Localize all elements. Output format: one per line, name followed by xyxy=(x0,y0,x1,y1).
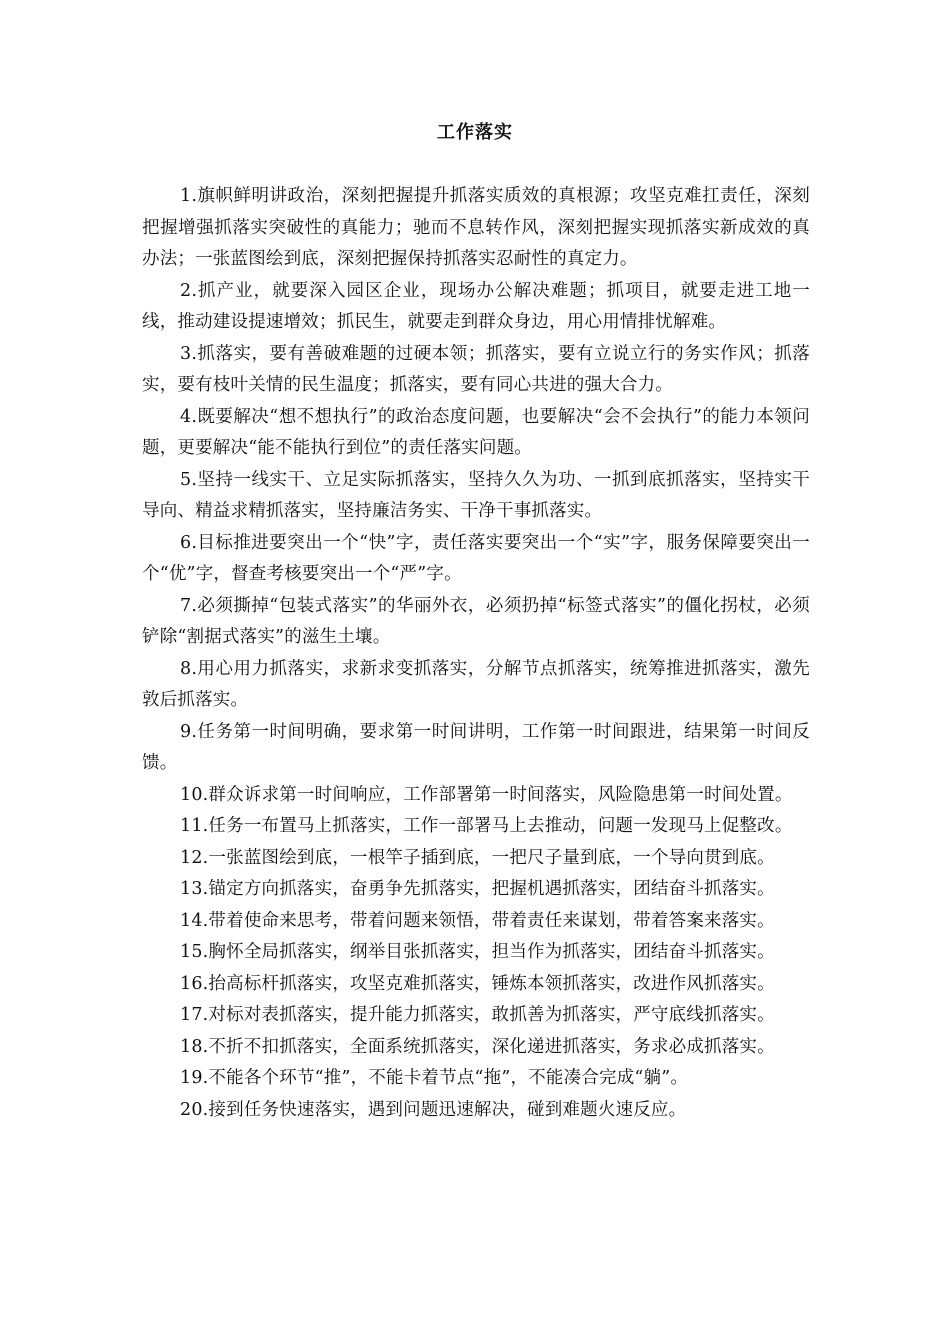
paragraph-3: 3.抓落实，要有善破难题的过硬本领；抓落实，要有立说立行的务实作风；抓落实，要有枝叶关情的民生温度；抓落实，要有同心共进的强大合力。 xyxy=(142,343,810,395)
paragraph-17: 17.对标对表抓落实，提升能力抓落实，敢抓善为抓落实，严守底线抓落实。 xyxy=(180,1005,775,1025)
paragraph-4: 4.既要解决“想不想执行”的政治态度问题，也要解决“会不会执行”的能力本领问题，更要解决“能不能执行到位”的责任落实问题。 xyxy=(142,406,810,458)
paragraph-14: 14.带着使命来思考，带着问题来领悟，带着责任来谋划，带着答案来落实。 xyxy=(180,910,775,931)
paragraph-7: 7.必须撕掉“包装式落实”的华丽外衣，必须扔掉“标签式落实”的僵化拐杖，必须铲除“割据式落实”的滋生土壤。 xyxy=(142,595,810,647)
paragraph-2: 2.抓产业，就要深入园区企业，现场办公解决难题；抓项目，就要走进工地一线，推动建设提速增效；抓民生，就要走到群众身边，用心用情排忧解难。 xyxy=(142,280,810,332)
paragraph-5: 5.坚持一线实干、立足实际抓落实，坚持久久为功、一抓到底抓落实，坚持实干导向、精益求精抓落实，坚持廉洁务实、干净干事抓落实。 xyxy=(142,469,810,521)
paragraph-20: 20.接到任务快速落实，遇到问题迅速解决，碰到难题火速反应。 xyxy=(180,1099,687,1120)
document-body xyxy=(142,181,810,1126)
paragraph-9: 9.任务第一时间明确，要求第一时间讲明，工作第一时间跟进，结果第一时间反馈。 xyxy=(142,721,810,773)
paragraph-12: 12.一张蓝图绘到底，一根竿子插到底，一把尺子量到底，一个导向贯到底。 xyxy=(180,847,775,868)
paragraph-18: 18.不折不扣抓落实，全面系统抓落实，深化递进抓落实，务求必成抓落实。 xyxy=(180,1036,775,1057)
paragraph-8: 8.用心用力抓落实，求新求变抓落实，分解节点抓落实，统筹推进抓落实，激先敦后抓落实。 xyxy=(142,658,810,710)
paragraph-10: 10.群众诉求第一时间响应，工作部署第一时间落实，风险隐患第一时间处置。 xyxy=(180,784,793,805)
paragraph-15: 15.胸怀全局抓落实，纲举目张抓落实，担当作为抓落实，团结奋斗抓落实。 xyxy=(180,942,775,962)
paragraph-1: 1.旗帜鲜明讲政治，深刻把握提升抓落实质效的真根源；攻坚克难扛责任，深刻把握增强抓落实突破性的真能力；驰而不息转作风，深刻把握实现抓落实新成效的真办法；一张蓝图绘到底，深刻把握保持抓落实忍耐性的真定力。 xyxy=(142,186,810,269)
paragraph-19: 19.不能各个环节“推”，不能卡着节点“拖”，不能凑合完成“躺”。 xyxy=(180,1068,689,1088)
paragraph-6: 6.目标推进要突出一个“快”字，责任落实要突出一个“实”字，服务保障要突出一个“优”字，督查考核要突出一个“严”字。 xyxy=(142,532,810,584)
paragraph-16: 16.抬高标杆抓落实，攻坚克难抓落实，锤炼本领抓落实，改进作风抓落实。 xyxy=(180,973,775,994)
paragraph-11: 11.任务一布置马上抓落实，工作一部署马上去推动，问题一发现马上促整改。 xyxy=(180,816,793,836)
document-title: 工作落实 xyxy=(437,122,513,143)
paragraph-13: 13.锚定方向抓落实，奋勇争先抓落实，把握机遇抓落实，团结奋斗抓落实。 xyxy=(180,879,775,899)
